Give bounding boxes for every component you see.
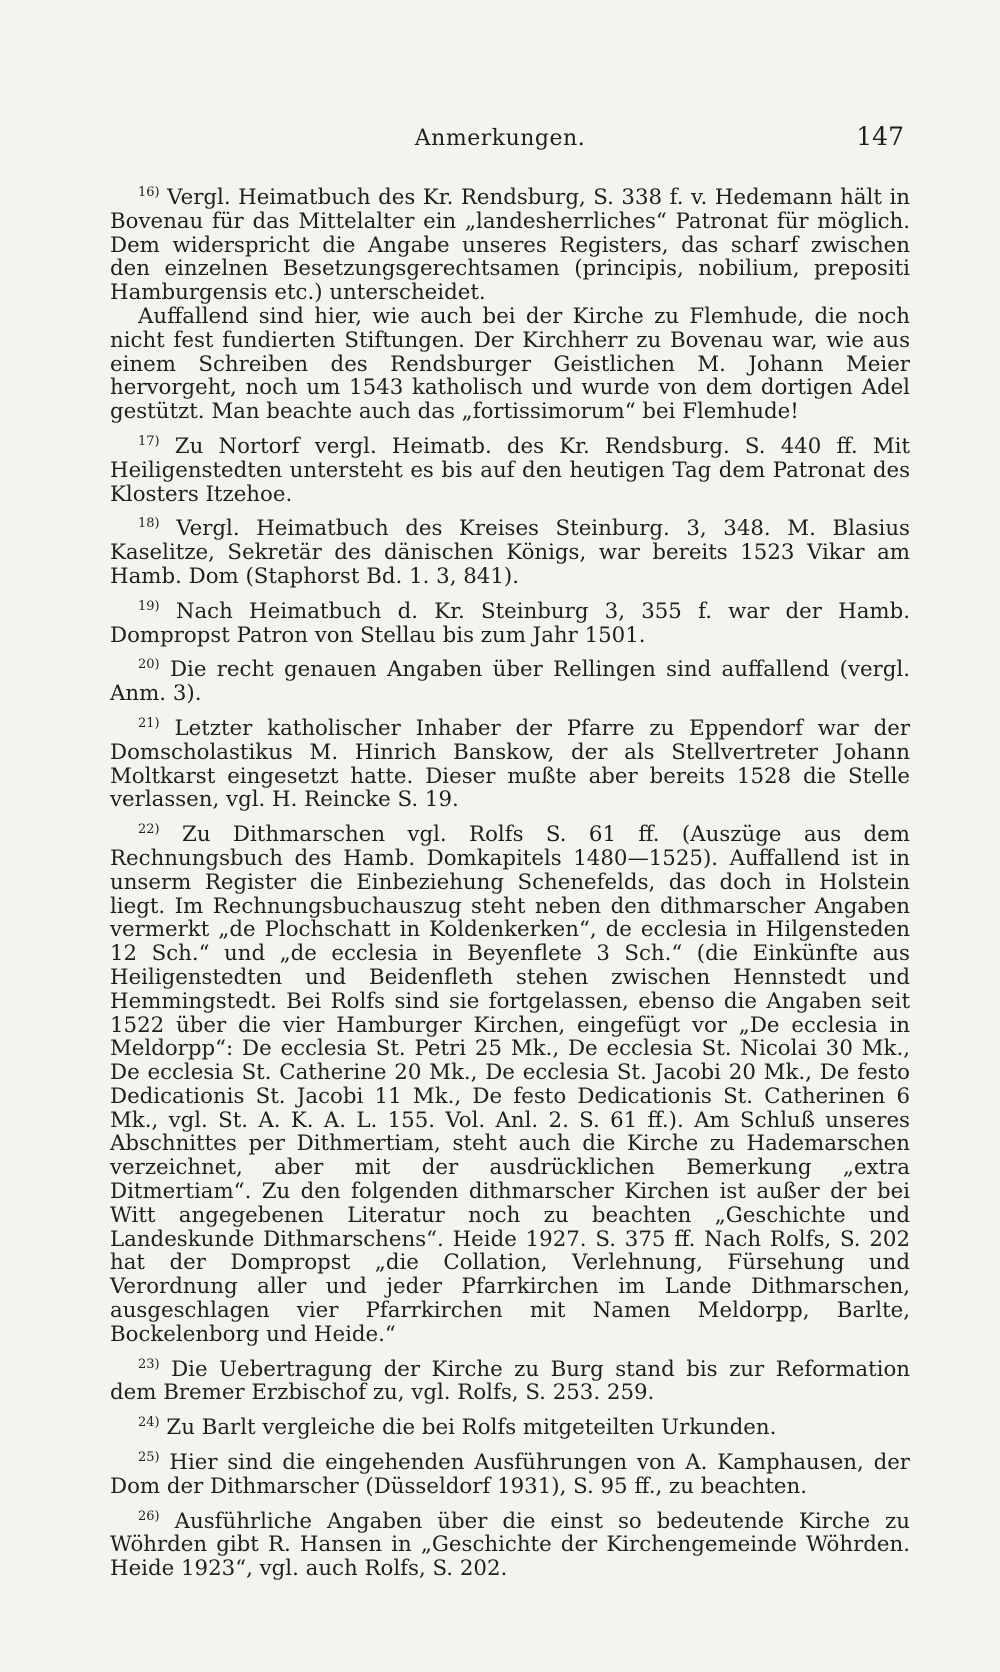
footnote-number: 22) bbox=[138, 822, 160, 838]
footnote-number: 19) bbox=[138, 598, 160, 614]
footnote-21 bbox=[110, 717, 910, 812]
footnote-number: 26) bbox=[138, 1508, 160, 1524]
running-title: Anmerkungen. bbox=[414, 126, 586, 151]
footnote-paragraph bbox=[110, 305, 910, 424]
footnote-number: 24) bbox=[138, 1415, 160, 1431]
footnote-paragraph bbox=[110, 1358, 910, 1406]
footnote-text: Vergl. Heimatbuch des Kreises Steinburg. 3, 348. M. Blasius Kaselitze, Sekretär des dänischen Königs, war bereits 1523 Vikar am Hamb. Dom (Staphorst Bd. 1. 3, 841). bbox=[110, 516, 910, 589]
footnote-number: 17) bbox=[138, 433, 160, 449]
footnote-number: 21) bbox=[138, 715, 160, 731]
footnote-17 bbox=[110, 435, 910, 506]
footnote-paragraph bbox=[110, 1451, 910, 1499]
footnote-text: Zu Dithmarschen vgl. Rolfs S. 61 ff. (Auszüge aus dem Rechnungsbuch des Hamb. Domkapitels 1480—1525). Auffallend ist in unserm Register die Einbeziehung Schenefelds, das doch in Holstein liegt. Im Rechnungsbuchauszug steht neben den dithmarscher Angaben vermerkt „de Plochschatt in Koldenkerken“, de ecclesia in Hilgensteden 12 Sch.“ und „de ecclesia in Beyenflete 3 Sch.“ (die Einkünfte aus Heiligenstedten und Beidenfleth stehen zwischen Hennstedt und Hemmingstedt. Bei Rolfs sind sie fortgelassen, ebenso die Angaben seit 1522 über die vier Hamburger Kirchen, eingefügt vor „De ecclesia in Meldorpp“: De ecclesia St. Petri 25 Mk., De ecclesia St. Nicolai 30 Mk., De ecclesia St. Catherine 20 Mk., De ecclesia St. Jacobi 20 Mk., De festo Dedicationis St. Jacobi 11 Mk., De festo Dedicationis St. Catherinen 6 Mk., vgl. St. A. K. A. L. 155. Vol. Anl. 2. S. 61 ff.). Am Schluß unseres Abschnittes per Dithmertiam, steht auch die Kirche zu Hademarschen verzeichnet, aber mit der ausdrücklichen Bemerkung „extra Ditmertiam“. Zu den folgenden dithmarscher Kirchen ist außer der bei Witt angegebenen Literatur noch zu beachten „Geschichte und Landeskunde Dithmarschens“. Heide 1927. S. 375 ff. Nach Rolfs, S. 202 hat der Dompropst „die Collation, Verlehnung, Fürsehung und Verordnung aller und jeder Pfarrkirchen im Lande Dithmarschen, ausgeschlagen vier Pfarrkirchen mit Namen Meldorpp, Barlte, Bockelenborg und Heide.“ bbox=[110, 822, 910, 1347]
footnote-paragraph bbox=[110, 823, 910, 1347]
footnote-19 bbox=[110, 600, 910, 648]
footnote-number: 18) bbox=[138, 516, 160, 532]
footnote-text: Vergl. Heimatbuch des Kr. Rendsburg, S. 338 f. v. Hedemann hält in Bovenau für das Mittelalter ein „landesherrliches“ Patronat für möglich. Dem widerspricht die Angabe unseres Registers, das scharf zwischen den einzelnen Besetzungsgerechtsamen (principis, nobilium, prepositi Hamburgensis etc.) unterscheidet. bbox=[110, 185, 910, 306]
footnote-23 bbox=[110, 1358, 910, 1406]
footnote-text: Zu Nortorf vergl. Heimatb. des Kr. Rendsburg. S. 440 ff. Mit Heiligenstedten untersteht es bis auf den heutigen Tag dem Patronat des Klosters Itzehoe. bbox=[110, 433, 910, 507]
footnote-16 bbox=[110, 186, 910, 424]
footnote-18 bbox=[110, 517, 910, 588]
footnote-25 bbox=[110, 1451, 910, 1499]
footnote-26 bbox=[110, 1510, 910, 1581]
footnotes-body bbox=[110, 186, 910, 1592]
running-head bbox=[0, 118, 1000, 158]
footnote-text: Die Uebertragung der Kirche zu Burg stand bis zur Reformation dem Bremer Erzbischof zu, vgl. Rolfs, S. 253. 259. bbox=[110, 1356, 910, 1406]
footnote-paragraph bbox=[110, 658, 910, 706]
footnote-text: Die recht genauen Angaben über Rellingen sind auffallend (vergl. Anm. 3). bbox=[110, 657, 910, 707]
footnote-text: Hier sind die eingehenden Ausführungen von A. Kamphausen, der Dom der Dithmarscher (Düsseldorf 1931), S. 95 ff., zu beachten. bbox=[110, 1450, 910, 1499]
footnote-paragraph bbox=[110, 517, 910, 588]
footnote-number: 20) bbox=[138, 657, 160, 673]
footnote-paragraph bbox=[110, 1416, 910, 1440]
footnote-text: Auffallend sind hier, wie auch bei der Kirche zu Flemhude, die noch nicht fest fundierten Stiftungen. Der Kirchherr zu Bovenau war, wie aus einem Schreiben des Rendsburger Geistlichen M. Johann Meier hervorgeht, noch um 1543 katholisch und wurde von dem dortigen Adel gestützt. Man beachte auch das „fortissimorum“ bei Flemhude! bbox=[110, 303, 910, 425]
footnote-number: 16) bbox=[138, 184, 160, 200]
footnote-text: Letzter katholischer Inhaber der Pfarre zu Eppendorf war der Domscholastikus M. Hinrich Banskow, der als Stellvertreter Johann Moltkarst eingesetzt hatte. Dieser mußte aber bereits 1528 die Stelle verlassen, vgl. H. Reincke S. 19. bbox=[110, 715, 911, 813]
footnote-number: 25) bbox=[138, 1449, 160, 1465]
footnote-24 bbox=[110, 1416, 910, 1440]
footnote-22 bbox=[110, 823, 910, 1347]
footnote-text: Ausführliche Angaben über die einst so bedeutende Kirche zu Wöhrden gibt R. Hansen in „Geschichte der Kirchengemeinde Wöhrden. Heide 1923“, vgl. auch Rolfs, S. 202. bbox=[110, 1508, 910, 1582]
footnote-20 bbox=[110, 658, 910, 706]
page-number: 147 bbox=[856, 122, 904, 151]
footnote-paragraph bbox=[110, 186, 910, 305]
footnote-number: 23) bbox=[138, 1356, 160, 1372]
footnote-paragraph bbox=[110, 600, 910, 648]
footnote-paragraph bbox=[110, 1510, 910, 1581]
footnote-text: Zu Barlt vergleiche die bei Rolfs mitgeteilten Urkunden. bbox=[166, 1415, 777, 1441]
footnote-text: Nach Heimatbuch d. Kr. Steinburg 3, 355 f. war der Hamb. Dompropst Patron von Stellau bis zum Jahr 1501. bbox=[110, 598, 910, 648]
footnote-paragraph bbox=[110, 435, 910, 506]
footnote-paragraph bbox=[110, 717, 910, 812]
